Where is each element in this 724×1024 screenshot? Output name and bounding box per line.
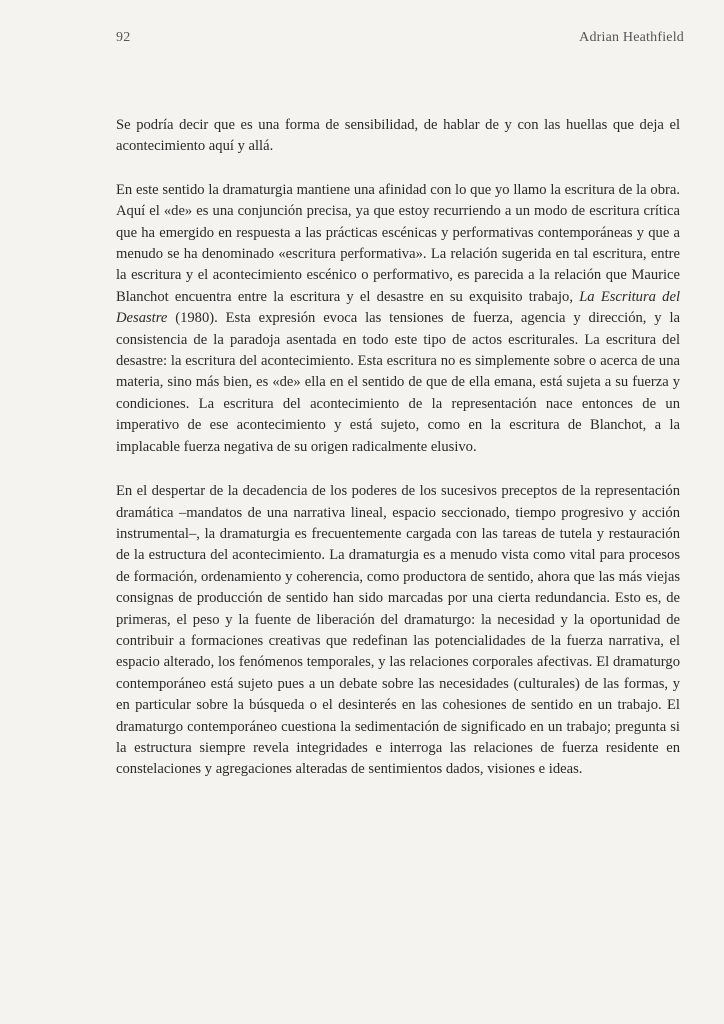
body-text [116, 115, 680, 804]
book-title: La Escritura del Desastre [116, 288, 680, 327]
paragraph-2-text-b: (1980). Esta expresión evoca las tensiones de fuerza, agencia y dirección, y la consistencia de la paradoja asentada en todo este tipo de actos escriturales. La escritura del desastre: la escritura del acontecimiento. Esta escritura no es simplemente sobre o acerca de una materia, sino más bien, es «de» ella en el sentido de que de ella emana, está sujeta a su fuerza y condiciones. La escritura del acontecimiento de la representación nace entonces de un imperativo de ese acontecimiento y está sujeto, como en la escritura de Blanchot, a la implacable fuerza negativa de su origen radicalmente elusivo. [116, 310, 680, 455]
paragraph-1: Se podría decir que es una forma de sensibilidad, de hablar de y con las huellas que deja el acontecimiento aquí y allá. [116, 117, 680, 155]
paragraph-2-text-a: En este sentido la dramaturgia mantiene una afinidad con lo que yo llamo la escritura de la obra. Aquí el «de» es una conjunción precisa, ya que estoy recurriendo a un modo de escritura crítica que ha emergido en respuesta a las prácticas escénicas y performativas contemporáneas y que a menudo se ha denominado «escritura performativa». La relación sugerida en tal escritura, entre la escritura y el acontecimiento escénico o performativo, es parecida a la relación que Maurice Blanchot encuentra entre la escritura y el desastre en su exquisito trabajo, [116, 181, 680, 305]
page-header [116, 30, 684, 46]
running-head-author: Adrian Heathfield [579, 30, 684, 45]
paragraph-2 [116, 180, 680, 458]
paragraph-3: En el despertar de la decadencia de los poderes de los sucesivos preceptos de la representación dramática –mandatos de una narrativa lineal, espacio seccionado, tiempo progresivo y acción instrumental–, la dramaturgia es frecuentemente cargada con las tareas de tutela y restauración de la estructura del acontecimiento. La dramaturgia es a menudo vista como vital para procesos de formación, ordenamiento y coherencia, como productora de sentido, ahora que las más viejas consignas de producción de sentido han sido marcadas por una cierta redundancia. Esto es, de primeras, el peso y la fuente de liberación del dramaturgo: la necesidad y la oportunidad de contribuir a formaciones creativas que redefinan las potencialidades de la fuerza narrativa, el espacio alterado, los fenómenos temporales, y las relaciones corporales afectivas. El dramaturgo contemporáneo está sujeto pues a un debate sobre las necesidades (culturales) de las formas, y en particular sobre la búsqueda o el desinterés en las cohesiones de sentido en un trabajo. El dramaturgo contemporáneo cuestiona la sedimentación de significado en un trabajo; pregunta si la estructura siempre revela integridades e interroga las relaciones de fuerza residente en constelaciones y agregaciones alteradas de sentimientos dados, visiones e ideas. [116, 483, 680, 778]
page-number: 92 [116, 30, 131, 45]
